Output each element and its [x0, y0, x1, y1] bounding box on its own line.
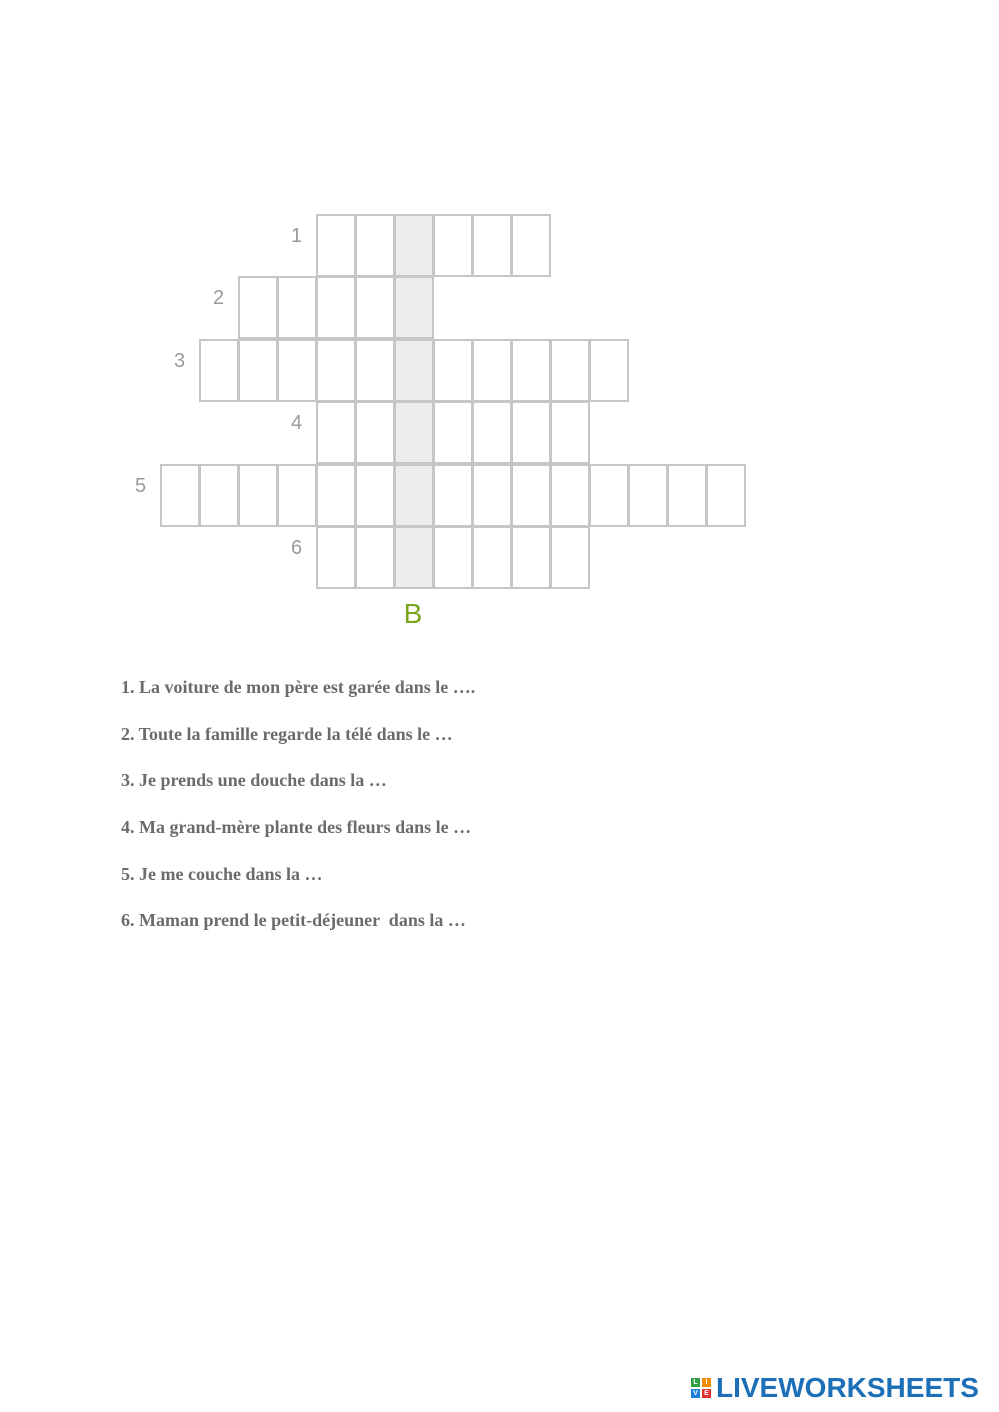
answer-cell-2-5[interactable]	[394, 276, 434, 339]
row-number-6: 6	[290, 537, 303, 559]
answer-cell-5-10[interactable]	[511, 464, 551, 527]
answer-cell-6-1[interactable]	[316, 526, 356, 589]
answer-cell-5-13[interactable]	[628, 464, 668, 527]
answer-cell-3-5[interactable]	[355, 339, 395, 402]
answer-cell-3-3[interactable]	[277, 339, 317, 402]
answer-cell-5-8[interactable]	[433, 464, 473, 527]
clue-list	[121, 676, 475, 956]
answer-cell-6-4[interactable]	[433, 526, 473, 589]
answer-cell-5-12[interactable]	[589, 464, 629, 527]
answer-cell-1-6[interactable]	[511, 214, 551, 277]
answer-cell-5-7[interactable]	[394, 464, 434, 527]
answer-cell-5-6[interactable]	[355, 464, 395, 527]
answer-cell-4-5[interactable]	[472, 401, 512, 464]
clue-6: 6. Maman prend le petit-déjeuner dans la …	[121, 910, 466, 931]
answer-cell-5-1[interactable]	[160, 464, 200, 527]
answer-cell-3-11[interactable]	[589, 339, 629, 402]
answer-cell-3-2[interactable]	[238, 339, 278, 402]
logo-letter-i: I	[701, 1377, 712, 1388]
row-number-2: 2	[212, 287, 225, 310]
answer-cell-6-7[interactable]	[550, 526, 590, 589]
answer-cell-2-3[interactable]	[316, 276, 356, 339]
answer-cell-5-9[interactable]	[472, 464, 512, 527]
clue-1: 1. La voiture de mon père est garée dans le ….	[121, 677, 476, 697]
answer-cell-2-2[interactable]	[277, 276, 317, 339]
liveworksheets-logo-icon	[690, 1377, 712, 1399]
answer-cell-5-5[interactable]	[316, 464, 356, 527]
answer-cell-5-14[interactable]	[667, 464, 707, 527]
answer-cell-3-7[interactable]	[433, 339, 473, 402]
answer-cell-4-1[interactable]	[316, 401, 356, 464]
answer-cell-4-7[interactable]	[550, 401, 590, 464]
answer-cell-3-4[interactable]	[316, 339, 356, 402]
answer-cell-6-6[interactable]	[511, 526, 551, 589]
answer-cell-4-2[interactable]	[355, 401, 395, 464]
answer-cell-3-8[interactable]	[472, 339, 512, 402]
answer-cell-4-6[interactable]	[511, 401, 551, 464]
answer-cell-5-11[interactable]	[550, 464, 590, 527]
liveworksheets-brand	[690, 1373, 979, 1403]
answer-cell-1-1[interactable]	[316, 214, 356, 277]
row-number-3: 3	[173, 349, 186, 372]
answer-cell-6-3[interactable]	[394, 526, 434, 589]
brand-wordmark: LIVEWORKSHEETS	[716, 1372, 979, 1403]
row-number-4: 4	[290, 412, 303, 435]
answer-cell-3-1[interactable]	[199, 339, 239, 402]
logo-letter-v: V	[690, 1388, 701, 1399]
clue-2: 2. Toute la famille regarde la télé dans le …	[121, 723, 453, 744]
answer-cell-5-2[interactable]	[199, 464, 239, 527]
answer-cell-4-3[interactable]	[394, 401, 434, 464]
logo-letter-l: L	[690, 1377, 701, 1388]
answer-cell-4-4[interactable]	[433, 401, 473, 464]
answer-cell-5-3[interactable]	[238, 464, 278, 527]
answer-cell-5-15[interactable]	[706, 464, 746, 527]
answer-cell-2-1[interactable]	[238, 276, 278, 339]
answer-cell-5-4[interactable]	[277, 464, 317, 527]
answer-cell-6-2[interactable]	[355, 526, 395, 589]
answer-cell-1-3[interactable]	[394, 214, 434, 277]
answer-cell-1-5[interactable]	[472, 214, 512, 277]
clue-3: 3. Je prends une douche dans la …	[121, 770, 387, 791]
row-number-1: 1	[290, 225, 303, 247]
answer-cell-3-9[interactable]	[511, 339, 551, 402]
row-number-5: 5	[134, 474, 147, 497]
answer-cell-6-5[interactable]	[472, 526, 512, 589]
key-column-letter: B	[403, 598, 423, 629]
answer-cell-3-6[interactable]	[394, 339, 434, 402]
answer-cell-1-2[interactable]	[355, 214, 395, 277]
answer-cell-1-4[interactable]	[433, 214, 473, 277]
clue-4: 4. Ma grand-mère plante des fleurs dans le …	[121, 817, 472, 838]
logo-letter-e: E	[701, 1388, 712, 1399]
answer-cell-2-4[interactable]	[355, 276, 395, 339]
clue-5: 5. Je me couche dans la …	[121, 863, 323, 884]
answer-cell-3-10[interactable]	[550, 339, 590, 402]
